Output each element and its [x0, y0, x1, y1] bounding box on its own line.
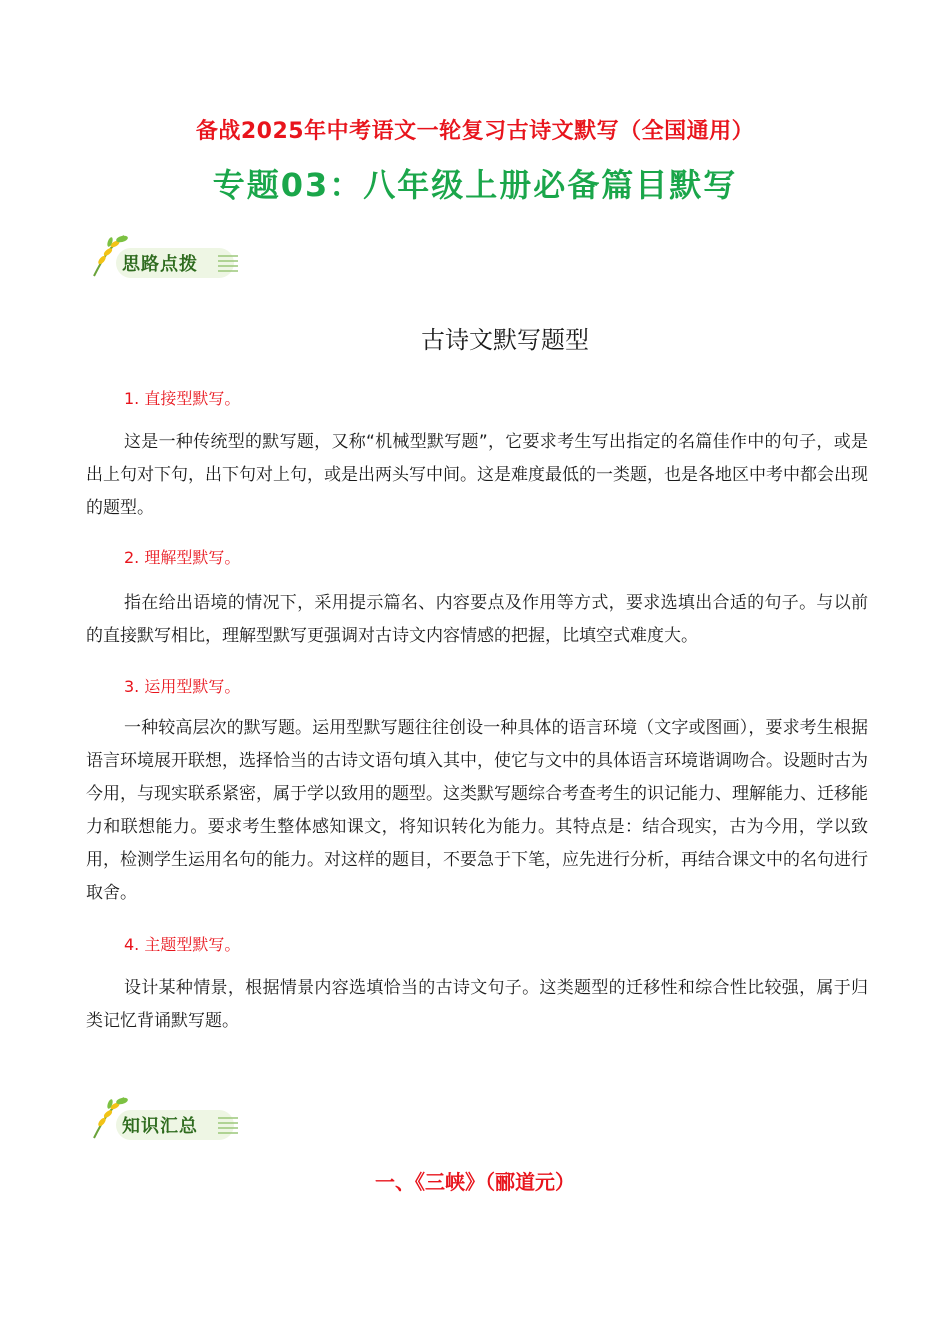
- document-sub-title: 专题03：八年级上册必备篇目默写: [212, 166, 738, 204]
- badge-ideas-label: 思路点拨: [122, 254, 198, 275]
- badge-summary-label: 知识汇总: [122, 1116, 198, 1137]
- badge-summary: [88, 1092, 248, 1146]
- item-title-3: 3. 运用型默写。: [124, 677, 241, 696]
- item-title-4: 4. 主题型默写。: [124, 935, 241, 954]
- item-text-4: 设计某种情景，根据情景内容选填恰当的古诗文句子。这类题型的迁移性和综合性比较强，属于归类记忆背诵默写题。: [86, 978, 868, 1031]
- item-text-1: 这是一种传统型的默写题，又称“机械型默写题”，它要求考生写出指定的名篇佳作中的句子，或是出上句对下句，出下句对上句，或是出两头写中间。这是难度最低的一类题，也是各地区中考中都会出现的题型。: [86, 432, 868, 518]
- section-heading: 古诗文默写题型: [421, 326, 589, 354]
- item-title-1: 1. 直接型默写。: [124, 389, 241, 408]
- item-text-3: 一种较高层次的默写题。运用型默写题往往创设一种具体的语言环境（文字或图画），要求考生根据语言环境展开联想，选择恰当的古诗文语句填入其中，使它与文中的具体语言环境谐调吻合。设题时古为今用，与现实联系紧密，属于学以致用的题型。这类默写题综合考查考生的识记能力、理解能力、迁移能力和联想能力。要求考生整体感知课文，将知识转化为能力。其特点是：结合现实，古为今用，学以致用，检测学生运用名句的能力。对这样的题目，不要急于下笔，应先进行分析，再结合课文中的名句进行取舍。: [86, 718, 868, 903]
- item-text-2: 指在给出语境的情况下，采用提示篇名、内容要点及作用等方式，要求选填出合适的句子。与以前的直接默写相比，理解型默写更强调对古诗文内容情感的把握，比填空式难度大。: [86, 593, 868, 646]
- badge-ideas: [88, 230, 248, 284]
- item-title-2: 2. 理解型默写。: [124, 548, 241, 567]
- chapter-title: 一、《三峡》（郦道元）: [375, 1170, 575, 1194]
- document-main-title: 备战2025年中考语文一轮复习古诗文默写（全国通用）: [195, 119, 755, 144]
